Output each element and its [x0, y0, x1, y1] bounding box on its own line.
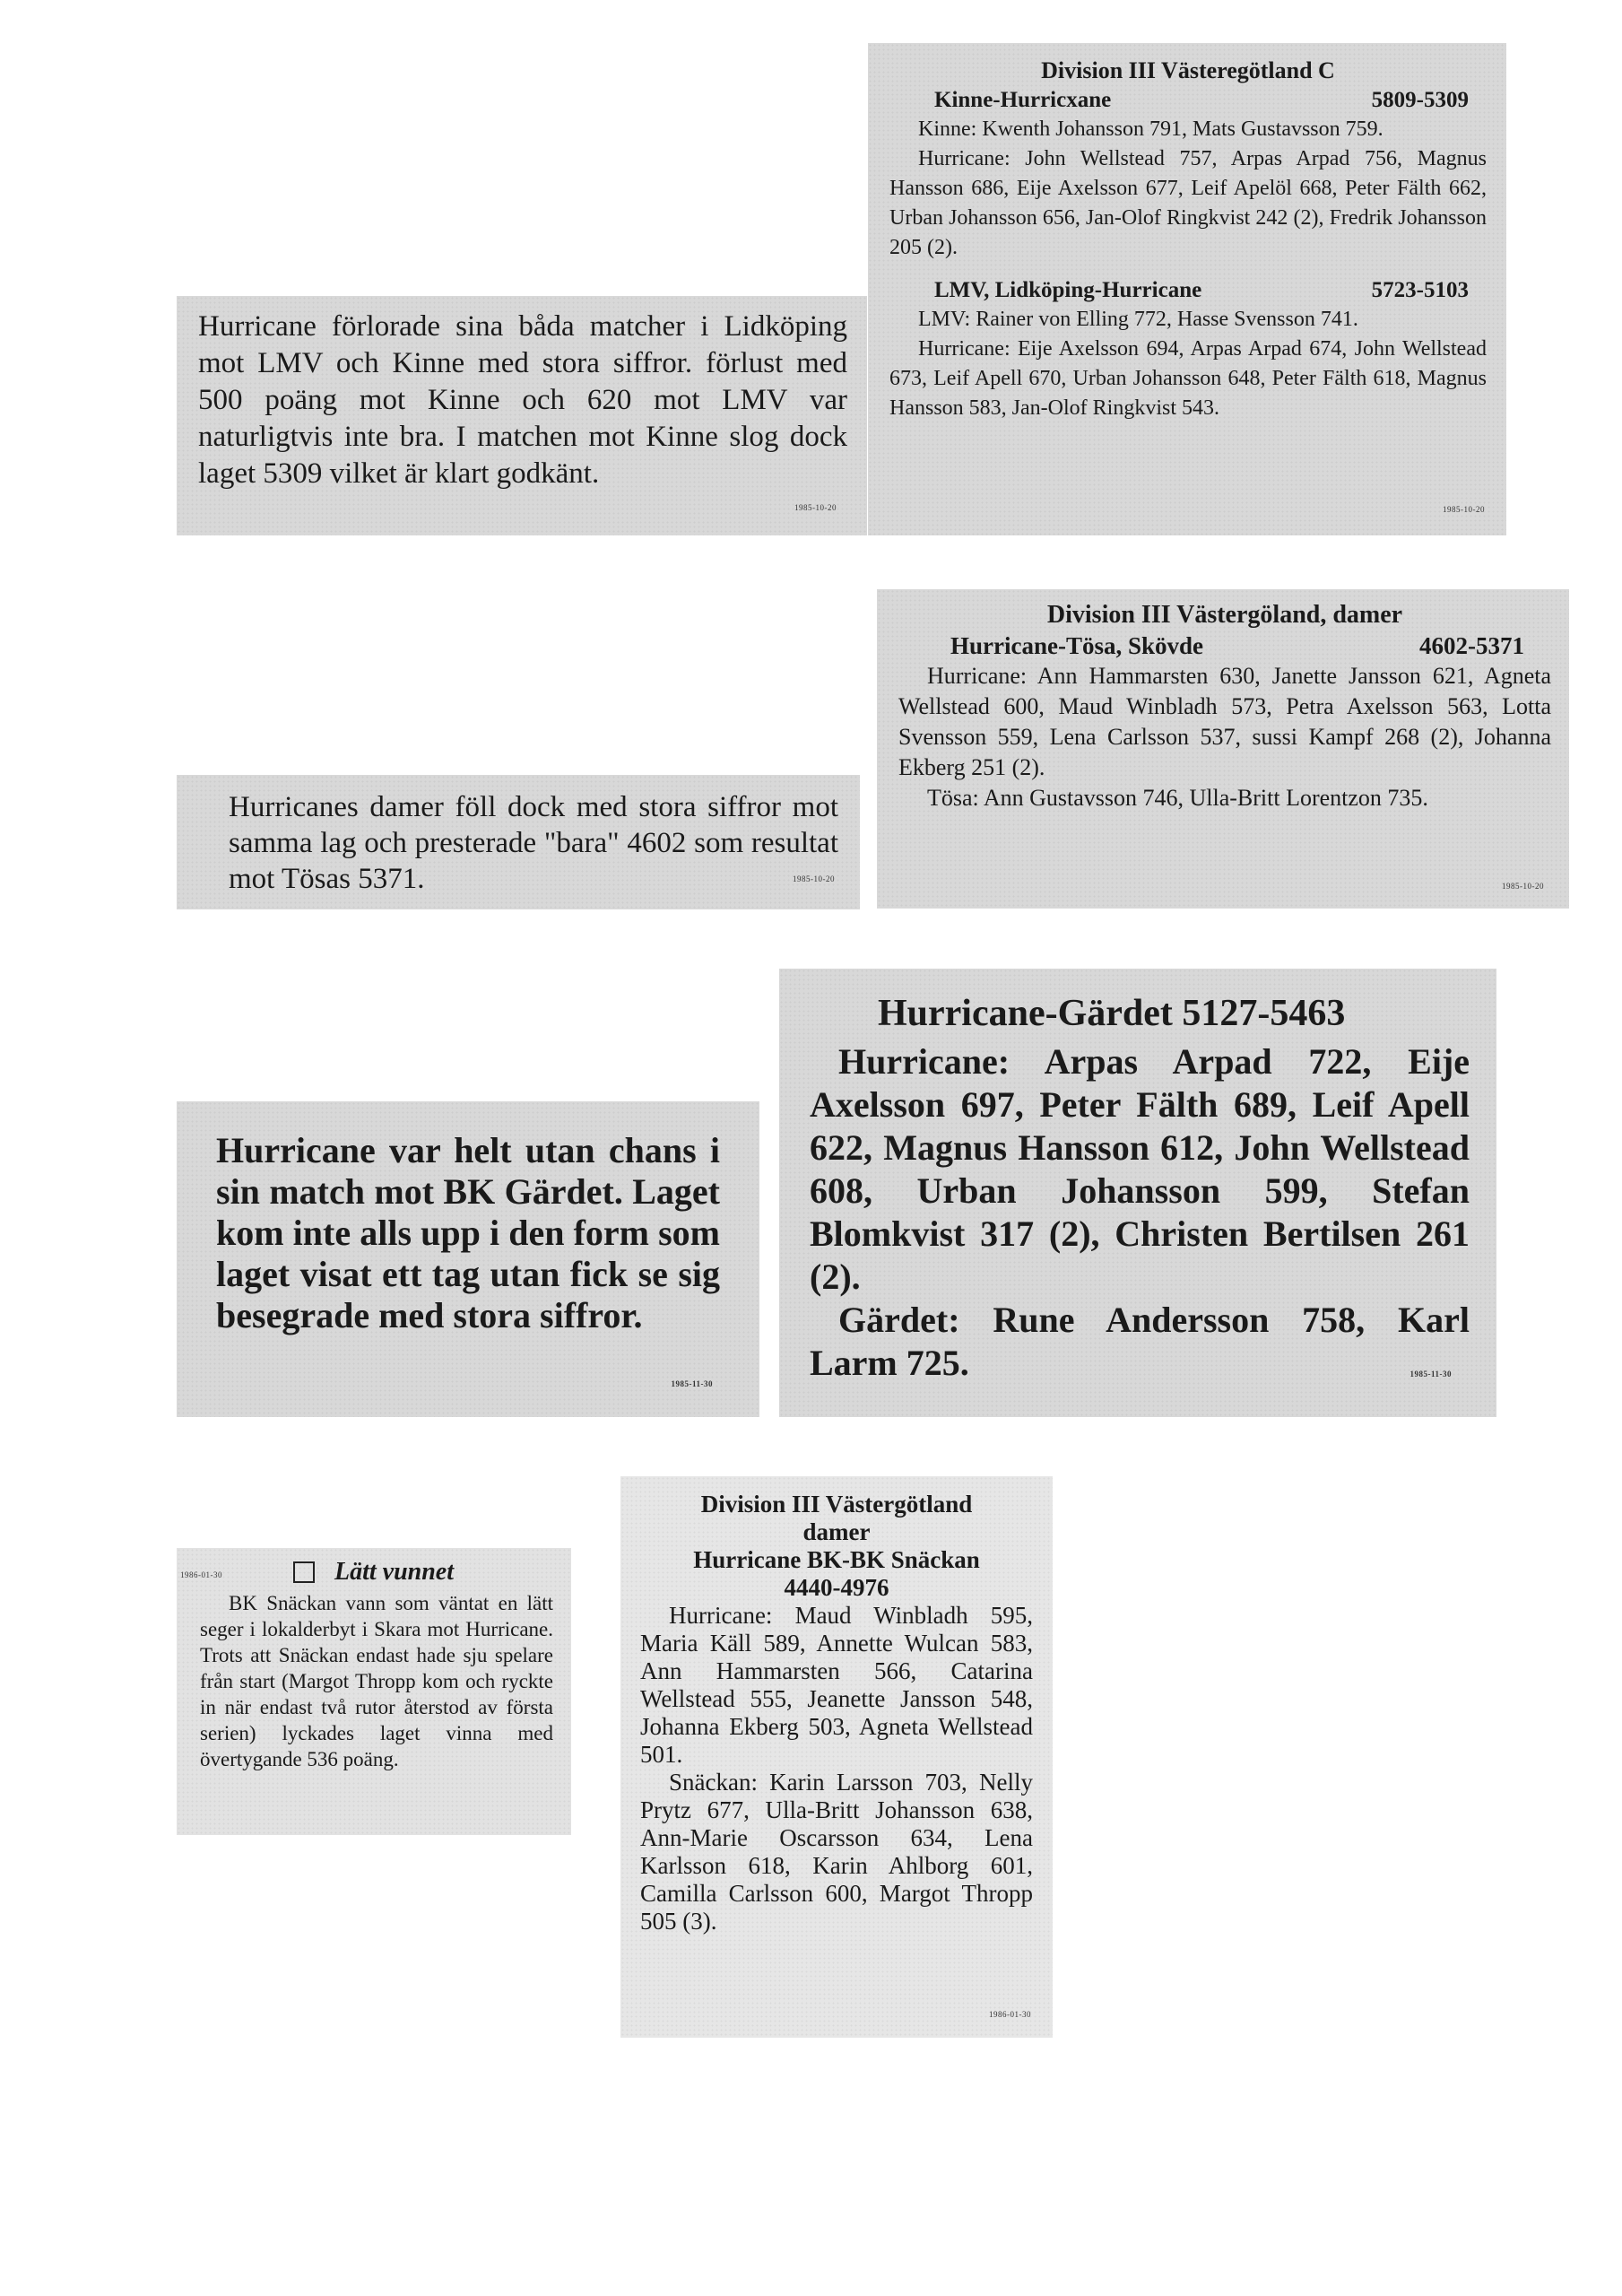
clipping-hurricane-lidkoping	[177, 296, 867, 535]
clipping-damer-results	[877, 589, 1569, 909]
team-results: Gärdet: Rune Andersson 758, Karl Larm 725.	[810, 1300, 1470, 1383]
clipping-date: 1986-01-30	[180, 1570, 222, 1579]
clipping-date: 1985-10-20	[1443, 505, 1485, 514]
match-header	[898, 631, 1551, 661]
team-results: Hurricane: Ann Hammarsten 630, Janette Jansson 621, Agneta Wellstead 600, Maud Winbladh 573, Petra Axelsson 563, Lotta Svensson 559, Lena Carlsson 537, sussi Kampf 268 (2), Johanna Ekberg 251 (2).	[898, 663, 1551, 780]
clipping-text: Hurricanes damer föll dock med stora siffror mot samma lag och presterade "bara" 4602 som resultat mot Tösas 5371.	[229, 791, 838, 895]
team-results: Snäckan: Karin Larsson 703, Nelly Prytz 677, Ulla-Britt Johansson 638, Ann-Marie Oscarsson 634, Lena Karlsson 618, Karin Ahlborg 601, Camilla Carlsson 600, Margot Thropp 505 (3).	[640, 1769, 1033, 1935]
match-teams: Kinne-Hurricxane	[934, 88, 1112, 112]
clipping-date: 1985-10-20	[1502, 882, 1544, 891]
clipping-snackan-results	[620, 1476, 1053, 2038]
division-subheading: damer	[802, 1518, 871, 1545]
clipping-date: 1985-11-30	[671, 1379, 713, 1388]
division-heading: Division III Västergötland	[700, 1491, 973, 1518]
checkbox-square-icon	[293, 1561, 315, 1583]
clipping-date: 1985-11-30	[1409, 1370, 1452, 1378]
clipping-latt-vunnet	[177, 1548, 571, 1835]
article-title-text: Lätt vunnet	[334, 1558, 455, 1586]
team-results: Hurricane: Eije Axelsson 694, Arpas Arpad 674, John Wellstead 673, Leif Apell 670, Urban Johansson 648, Peter Fälth 618, Magnus Hansson 583, Jan-Olof Ringkvist 543.	[889, 337, 1487, 420]
clipping-text: Hurricane var helt utan chans i sin match mot BK Gärdet. Laget kom inte alls upp i den form som laget visat ett tag utan fick se sig besegrade med stora siffror.	[216, 1130, 720, 1335]
team-results: Hurricane: Arpas Arpad 722, Eije Axelsson 697, Peter Fälth 689, Leif Apell 622, Magnus Hansson 612, John Wellstead 608, Urban Johansson 599, Stefan Blomkvist 317 (2), Christen Bertilsen 261 (2).	[810, 1041, 1470, 1297]
match-score: 4440-4976	[784, 1574, 889, 1601]
match-score: 5809-5309	[1371, 88, 1469, 112]
article-title	[293, 1559, 553, 1585]
clipping-gardet-results	[779, 969, 1496, 1417]
match-score: 5723-5103	[1371, 278, 1469, 302]
team-results: Tösa: Ann Gustavsson 746, Ulla-Britt Lorentzon 735.	[927, 785, 1428, 811]
clipping-date: 1986-01-30	[989, 2010, 1031, 2019]
team-results: Kinne: Kwenth Johansson 791, Mats Gustavsson 759.	[918, 117, 1383, 141]
match-teams: Hurricane-Tösa, Skövde	[950, 632, 1204, 659]
match-header	[889, 85, 1487, 115]
clipping-hurricane-damer	[177, 775, 860, 909]
clipping-date: 1985-10-20	[793, 874, 835, 883]
clipping-text: BK Snäckan vann som väntat en lätt seger i lokalderbyt i Skara mot Hurricane. Trots att Snäckan endast hade sju spelare från start (Margot Thropp kom och ryckte in när endast två rutor återstod av första serien) lyckades laget vinna med övertygande 536 poäng.	[200, 1592, 553, 1770]
match-score: 4602-5371	[1419, 632, 1524, 659]
match-teams: LMV, Lidköping-Hurricane	[934, 278, 1202, 302]
clipping-hurricane-gardet	[177, 1101, 759, 1417]
division-heading: Division III Västeregötland C	[1041, 57, 1335, 83]
clipping-date: 1985-10-20	[794, 503, 837, 512]
match-header	[889, 275, 1487, 305]
clipping-text: Hurricane förlorade sina båda matcher i Lidköping mot LMV och Kinne med stora siffror. förlust med 500 poäng mot Kinne och 620 mot LMV var naturligtvis inte bra. I matchen mot Kinne slog dock laget 5309 vilket är klart godkänt.	[198, 310, 847, 490]
match-teams: Hurricane BK-BK Snäckan	[693, 1546, 980, 1573]
team-results: Hurricane: John Wellstead 757, Arpas Arpad 756, Magnus Hansson 686, Eije Axelsson 677, Leif Apelöl 668, Peter Fälth 662, Urban Johansson 656, Jan-Olof Ringkvist 242 (2), Fredrik Johansson 205 (2).	[889, 147, 1487, 259]
division-heading: Division III Västergöland, damer	[1046, 601, 1403, 629]
team-results: Hurricane: Maud Winbladh 595, Maria Käll 589, Annette Wulcan 583, Ann Hammarsten 566, Catarina Wellstead 555, Jeanette Jansson 548, Johanna Ekberg 503, Agneta Wellstead 501.	[640, 1602, 1033, 1768]
match-heading: Hurricane-Gärdet 5127-5463	[878, 993, 1346, 1034]
clipping-division-iii-results	[868, 43, 1506, 535]
team-results: LMV: Rainer von Elling 772, Hasse Svensson 741.	[918, 308, 1358, 331]
